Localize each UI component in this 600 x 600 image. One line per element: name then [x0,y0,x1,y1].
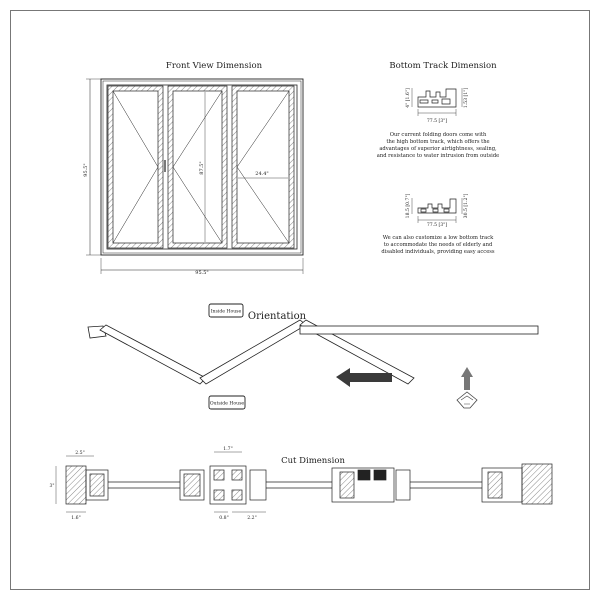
track1-right-height: 1.53 [1"] [464,87,469,109]
track1-note-line-1: Our current folding doors come with [389,132,487,138]
track1-note-line-2: the high bottom track, which offers the [386,139,490,145]
orientation-title: Orientation [247,311,307,322]
viewer-direction-indicator [457,367,477,408]
cut-left-bottom-dim: 1.6" [71,516,81,521]
cut-mid-bottom-left-dim: 0.8" [219,516,229,521]
sheet-border [11,11,590,590]
front-view-title: Front View Dimension [165,61,263,71]
track1-note-line-3: advantages of superior airtightness, sealing, [379,146,497,152]
outside-house-badge [209,396,245,409]
track1-left-height: 4" [1.6"] [406,88,411,108]
front-panel-width-label: 24.4" [255,171,269,177]
front-height-label: 95.5" [83,163,89,177]
front-width-label: 95.5" [195,270,209,276]
track2-note-line-3: disabled individuals, providing easy access [381,249,495,255]
track2-width: 77.5 [3"] [426,223,448,228]
bottom-track-title: Bottom Track Dimension [389,61,497,71]
track2-right-height: 30.5 [1.2"] [464,193,469,219]
outside-house-label: Outside House [209,401,245,407]
cut-title: Cut Dimension [281,456,345,466]
front-panel-height-label: 87.5" [199,161,205,175]
inside-house-label: Inside House [210,309,242,315]
track1-width: 77.5 [3"] [426,119,448,124]
cut-left-height-dim: 3" [49,484,55,489]
front-view-drawing [86,79,303,274]
inside-house-badge [209,304,243,317]
cut-mid-top-dim: 1.7" [223,447,233,452]
cut-mid-bottom-right-dim: 2.2" [247,516,257,521]
track2-left-height: 18.5 [0.7"] [406,193,411,219]
cut-left-top-dim: 2.5" [75,451,85,456]
track2-note-line-2: to accommodate the needs of elderly and [383,242,493,248]
bottom-track-low-profile [412,198,462,223]
bottom-track-high-profile [412,88,462,116]
track2-note-line-1: We can also customize a low bottom track [382,235,494,241]
track1-note-line-4: and resistance to water intrusion from outside [376,153,500,159]
